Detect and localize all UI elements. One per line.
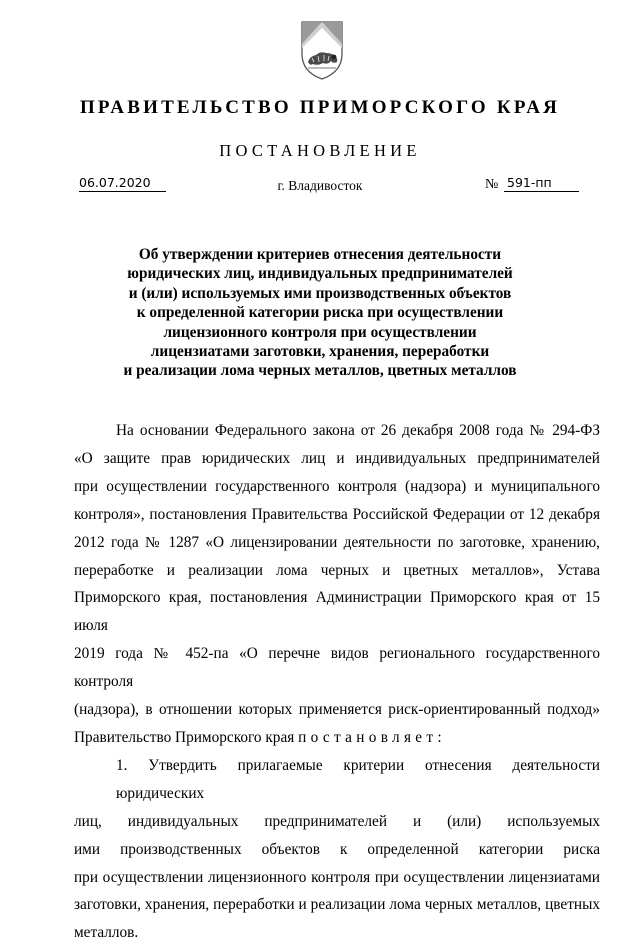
- document-body: [74, 417, 600, 947]
- number-sign: №: [485, 177, 499, 192]
- item-line: при осуществлении лицензионного контроля при осуществлении лицензиатами: [74, 868, 600, 886]
- preamble-line: «О защите прав юридических лиц и индивидуальных предпринимателей: [74, 449, 600, 467]
- resolution-word: постановляет:: [298, 728, 446, 746]
- document-number: 591-пп: [504, 175, 579, 192]
- subject-line: Об утверждении критериев отнесения деятельности: [138, 246, 502, 263]
- preamble-line: 2019 года № 452-па «О перечне видов регионального государственного контроля: [74, 645, 600, 691]
- document-type: ПОСТАНОВЛЕНИЕ: [219, 141, 421, 160]
- preamble-line: при осуществлении государственного контроля (надзора) и муниципального: [74, 477, 600, 495]
- resolution-line: [74, 724, 600, 752]
- coat-of-arms-emblem: [298, 18, 346, 82]
- preamble-line: На основании Федерального закона от 26 декабря 2008 года № 294-ФЗ: [116, 422, 600, 439]
- subject-line: лицензиатами заготовки, хранения, переработки: [150, 343, 490, 361]
- item-line: лиц, индивидуальных предпринимателей и (или) используемых: [74, 812, 600, 830]
- government-title: ПРАВИТЕЛЬСТВО ПРИМОРСКОГО КРАЯ: [79, 97, 561, 118]
- subject-line: и реализации лома черных металлов, цветных металлов: [123, 362, 517, 380]
- subject-line: юридических лиц, индивидуальных предпринимателей: [127, 265, 513, 283]
- preamble-line: переработке и реализации лома черных и цветных металлов», Устава: [74, 561, 600, 579]
- document-date: 06.07.2020: [79, 175, 166, 192]
- preamble-line: контроля», постановления Правительства Российской Федерации от 12 декабря: [74, 505, 600, 523]
- preamble-line: Приморского края, постановления Администрации Приморского края от 15 июля: [74, 589, 600, 635]
- item-line: 1. Утвердить прилагаемые критерии отнесения деятельности юридических: [116, 756, 600, 802]
- document-subject: [60, 245, 580, 381]
- subject-line: и (или) используемых ими производственных объектов: [128, 284, 512, 302]
- document-city: г. Владивосток: [277, 178, 363, 193]
- item-line: ими производственных объектов к определенной категории риска: [74, 840, 600, 858]
- subject-line: к определенной категории риска при осуществлении: [136, 304, 504, 322]
- resolution-prefix: Правительство Приморского края: [74, 728, 295, 746]
- preamble-line: 2012 года № 1287 «О лицензировании деятельности по заготовке, хранению,: [74, 533, 600, 551]
- preamble-line: (надзора), в отношении которых применяется риск-ориентированный подход»: [74, 701, 600, 719]
- subject-line: лицензионного контроля при осуществлении: [163, 323, 477, 341]
- item-line: заготовки, хранения, переработки и реализации лома черных металлов, цветных: [74, 896, 600, 914]
- item-line: металлов.: [74, 924, 139, 942]
